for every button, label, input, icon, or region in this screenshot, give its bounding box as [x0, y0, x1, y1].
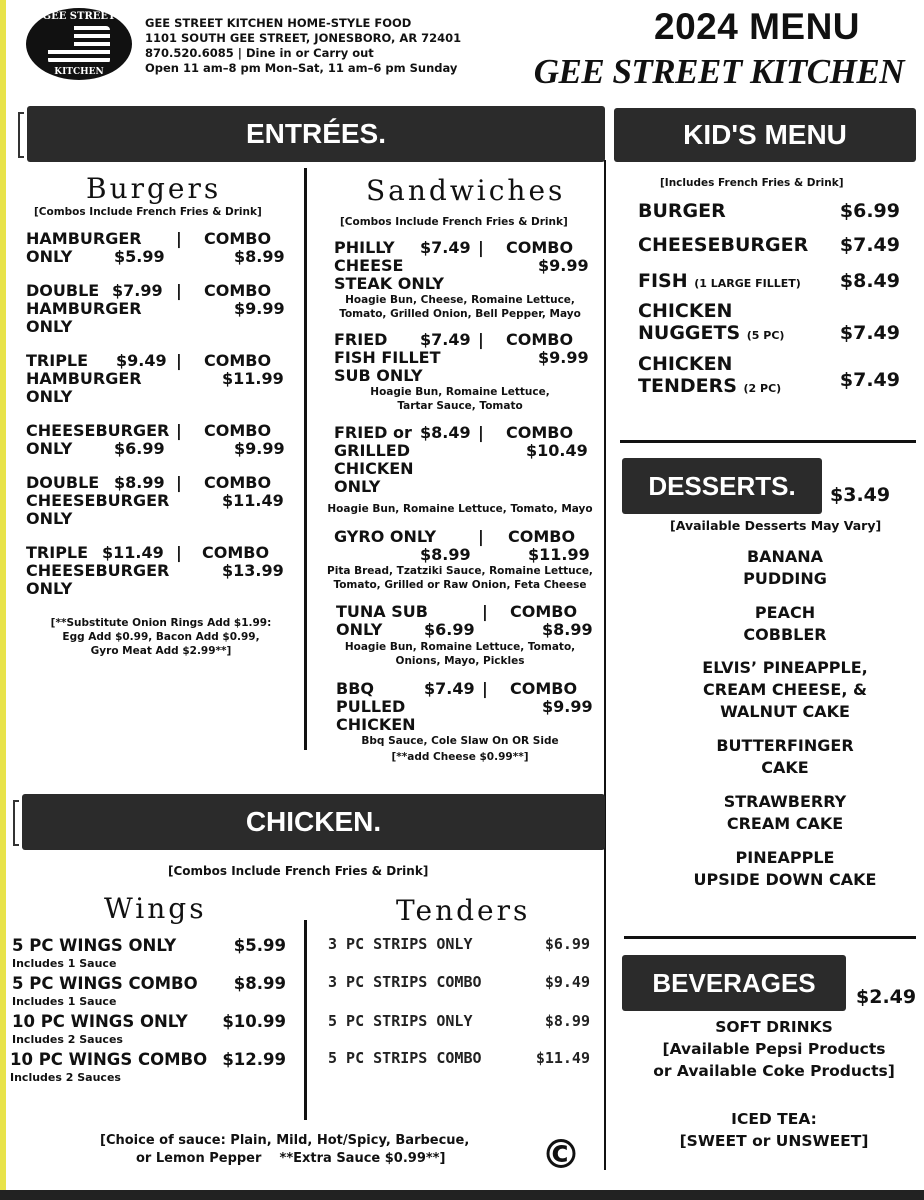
menu-item-hamburger: HAMBURGER ONLY | $5.99 COMBO $8.99	[26, 229, 285, 266]
menu-item-triple-hamburger: TRIPLE HAMBURGER ONLY $9.49 | COMBO $11.99	[26, 351, 284, 406]
menu-item-philly-cheese-steak: PHILLY CHEESE STEAK ONLY $7.49 | COMBO $9.99	[334, 238, 589, 293]
item-price: $8.99	[114, 473, 165, 492]
beverages-soft-drinks: SOFT DRINKS [Available Pepsi Products or Available Coke Products]	[653, 1018, 895, 1080]
copyright-icon: ©	[541, 1132, 581, 1178]
sauce-choice-note: [Choice of sauce: Plain, Mild, Hot/Spicy, Barbecue, or Lemon Pepper **Extra Sauce $0.99**]	[100, 1133, 470, 1166]
item-price: $7.49	[420, 330, 471, 349]
info-line-hours: Open 11 am–8 pm Mon–Sat, 11 am–6 pm Sunday	[145, 61, 458, 75]
dessert-strawberry-cream-cake: STRAWBERRY CREAM CAKE	[723, 792, 847, 833]
kids-item-burger: BURGER $6.99	[638, 200, 900, 222]
kids-price: $6.99	[839, 200, 900, 222]
info-line-phone: 870.520.6085 | Dine in or Carry out	[145, 46, 374, 60]
kids-divider	[620, 440, 916, 443]
combo-price: $11.49	[222, 491, 284, 510]
chicken-column-divider	[304, 920, 307, 1120]
menu-item-fried-fish-fillet: FRIED FISH FILLET SUB ONLY $7.49 | COMBO $9.99	[334, 330, 589, 385]
kids-combo-note: [Includes French Fries & Drink]	[660, 177, 844, 189]
dessert-pineapple-upside-down-cake: PINEAPPLE UPSIDE DOWN CAKE	[693, 848, 877, 889]
beverages-price: $2.49	[856, 986, 917, 1008]
tenders-item-3pc-only: 3 PC STRIPS ONLY $6.99	[328, 935, 590, 953]
item-price: $5.99	[114, 247, 165, 266]
beverages-iced-tea: ICED TEA: [SWEET or UNSWEET]	[679, 1110, 869, 1150]
combo-price: $10.49	[526, 441, 588, 460]
tenders-heading: Tenders	[396, 894, 531, 927]
logo-bottom-text: KITCHEN	[54, 67, 104, 77]
combo-price: $8.99	[542, 620, 593, 639]
tenders-item-3pc-combo: 3 PC STRIPS COMBO $9.49	[328, 973, 590, 991]
item-price: $6.99	[114, 439, 165, 458]
combo-price: $13.99	[222, 561, 284, 580]
dessert-butterfinger-cake: BUTTERFINGER CAKE	[716, 736, 854, 777]
tenders-price: $8.99	[544, 1012, 590, 1030]
menu-item-fried-grilled-chicken: FRIED or GRILLED CHICKEN ONLY $8.49 | COMBO $10.49	[334, 423, 588, 496]
combo-price: $8.99	[234, 247, 285, 266]
info-line-tagline: GEE STREET KITCHEN HOME-STYLE FOOD	[145, 16, 412, 30]
kids-item-fish: FISH (1 LARGE FILLET) $8.49	[638, 270, 900, 292]
menu-item-double-cheeseburger: DOUBLE CHEESEBURGER ONLY $8.99 | COMBO $11.49	[26, 473, 284, 528]
wings-price: $10.99	[222, 1012, 286, 1031]
menu-item-bbq-pulled-chicken: BBQ PULLED CHICKEN $7.49 | COMBO $9.99	[336, 679, 593, 734]
item-price: $9.49	[116, 351, 167, 370]
page-bottom-edge	[0, 1190, 924, 1200]
wings-price: $8.99	[233, 974, 286, 993]
chicken-banner: CHICKEN.	[22, 794, 605, 850]
fish-description: Hoagie Bun, Romaine Lettuce, Tartar Sauce, Tomato	[370, 386, 550, 412]
kids-item-cheeseburger: CHEESEBURGER $7.49	[638, 234, 900, 256]
wings-item-10pc-combo: 10 PC WINGS COMBO $12.99 Includes 2 Sauces	[10, 1050, 286, 1084]
wings-price: $12.99	[222, 1050, 286, 1069]
chicken-sandwich-description: Hoagie Bun, Romaine Lettuce, Tomato, Mayo	[327, 503, 593, 515]
tenders-item-5pc-only: 5 PC STRIPS ONLY $8.99	[328, 1012, 590, 1030]
combo-price: $11.99	[528, 545, 590, 564]
sandwiches-heading: Sandwiches	[366, 174, 566, 207]
philly-description: Hoagie Bun, Cheese, Romaine Lettuce, Tomato, Grilled Onion, Bell Pepper, Mayo	[339, 294, 581, 320]
menu-item-double-hamburger: DOUBLE HAMBURGER ONLY $7.99 | COMBO $9.99	[26, 281, 285, 336]
desserts-divider	[624, 936, 916, 939]
wings-item-5pc-only: 5 PC WINGS ONLY $5.99 Includes 1 Sauce	[12, 936, 286, 970]
burger-addons-note: [**Substitute Onion Rings Add $1.99: Egg Add $0.99, Bacon Add $0.99, Gyro Meat Add $2.99**]	[50, 617, 272, 657]
dessert-elvis-cake: ELVIS’ PINEAPPLE, CREAM CHEESE, & WALNUT CAKE	[702, 658, 868, 721]
entrees-banner: ENTRÉES.	[27, 106, 605, 162]
menu-item-tuna-sub: TUNA SUB ONLY | COMBO $6.99 $8.99	[336, 602, 593, 639]
tenders-price: $11.49	[535, 1049, 590, 1067]
beverages-banner: BEVERAGES	[622, 955, 846, 1011]
item-price: $7.49	[424, 679, 475, 698]
item-price: $8.49	[420, 423, 471, 442]
item-price: $11.49	[102, 543, 164, 562]
kids-item-chicken-nuggets: CHICKEN NUGGETS (5 PC) $7.49	[638, 300, 900, 344]
combo-price: $9.99	[538, 348, 589, 367]
dessert-peach-cobbler: PEACH COBBLER	[743, 603, 827, 644]
combo-price: $9.99	[234, 299, 285, 318]
item-price: $6.99	[424, 620, 475, 639]
tuna-description: Hoagie Bun, Romaine Lettuce, Tomato, Onions, Mayo, Pickles	[344, 641, 576, 667]
menu-item-cheeseburger: CHEESEBURGER ONLY | $6.99 COMBO $9.99	[26, 421, 285, 458]
gyro-description: Pita Bread, Tzatziki Sauce, Romaine Lettuce, Tomato, Grilled or Raw Onion, Feta Cheese	[327, 565, 593, 591]
combo-price: $11.99	[222, 369, 284, 388]
kids-price: $7.49	[839, 322, 900, 344]
combo-price: $9.99	[538, 256, 589, 275]
kids-menu-banner: KID'S MENU	[614, 108, 916, 162]
wings-item-5pc-combo: 5 PC WINGS COMBO $8.99 Includes 1 Sauce	[12, 974, 286, 1008]
kids-item-chicken-tenders: CHICKEN TENDERS (2 PC) $7.49	[638, 353, 900, 397]
combo-price: $9.99	[234, 439, 285, 458]
kids-price: $8.49	[839, 270, 900, 292]
tenders-price: $6.99	[544, 935, 590, 953]
wings-item-10pc-only: 10 PC WINGS ONLY $10.99 Includes 2 Sauces	[12, 1012, 286, 1046]
wings-heading: Wings	[104, 892, 207, 925]
entrees-column-divider	[304, 168, 307, 750]
burgers-heading: Burgers	[86, 172, 222, 205]
combo-price: $9.99	[542, 697, 593, 716]
menu-item-triple-cheeseburger: TRIPLE CHEESEBURGER ONLY $11.49 | COMBO $13.99	[26, 543, 284, 598]
tenders-price: $9.49	[544, 973, 590, 991]
menu-item-gyro: GYRO ONLY | COMBO $8.99 $11.99	[334, 527, 590, 564]
restaurant-name-title: GEE STREET KITCHEN	[533, 52, 904, 91]
chicken-combo-note: [Combos Include French Fries & Drink]	[168, 864, 429, 878]
menu-year-title: 2024 MENU	[654, 6, 861, 47]
desserts-banner: DESSERTS.	[622, 458, 822, 514]
page-edge-strip	[0, 0, 6, 1200]
desserts-note: [Available Desserts May Vary]	[670, 518, 882, 533]
tenders-item-5pc-combo: 5 PC STRIPS COMBO $11.49	[328, 1049, 590, 1067]
right-column-divider	[604, 160, 606, 1170]
kids-price: $7.49	[839, 234, 900, 256]
burgers-combo-note: [Combos Include French Fries & Drink]	[34, 206, 262, 218]
bbq-description: Bbq Sauce, Cole Slaw On OR Side [**add Cheese $0.99**]	[361, 735, 559, 763]
logo-top-text: GEE STREET	[42, 11, 116, 22]
flag-icon	[48, 26, 110, 64]
sandwiches-combo-note: [Combos Include French Fries & Drink]	[340, 216, 568, 228]
item-price: $8.99	[420, 545, 471, 564]
wings-price: $5.99	[233, 936, 286, 955]
item-price: $7.99	[112, 281, 163, 300]
item-price: $7.49	[420, 238, 471, 257]
desserts-price: $3.49	[830, 484, 891, 506]
dessert-banana-pudding: BANANA PUDDING	[743, 547, 827, 588]
kids-price: $7.49	[839, 369, 900, 391]
restaurant-info	[145, 16, 461, 76]
info-line-address: 1101 SOUTH GEE STREET, JONESBORO, AR 72401	[145, 31, 462, 45]
restaurant-logo	[26, 8, 132, 80]
